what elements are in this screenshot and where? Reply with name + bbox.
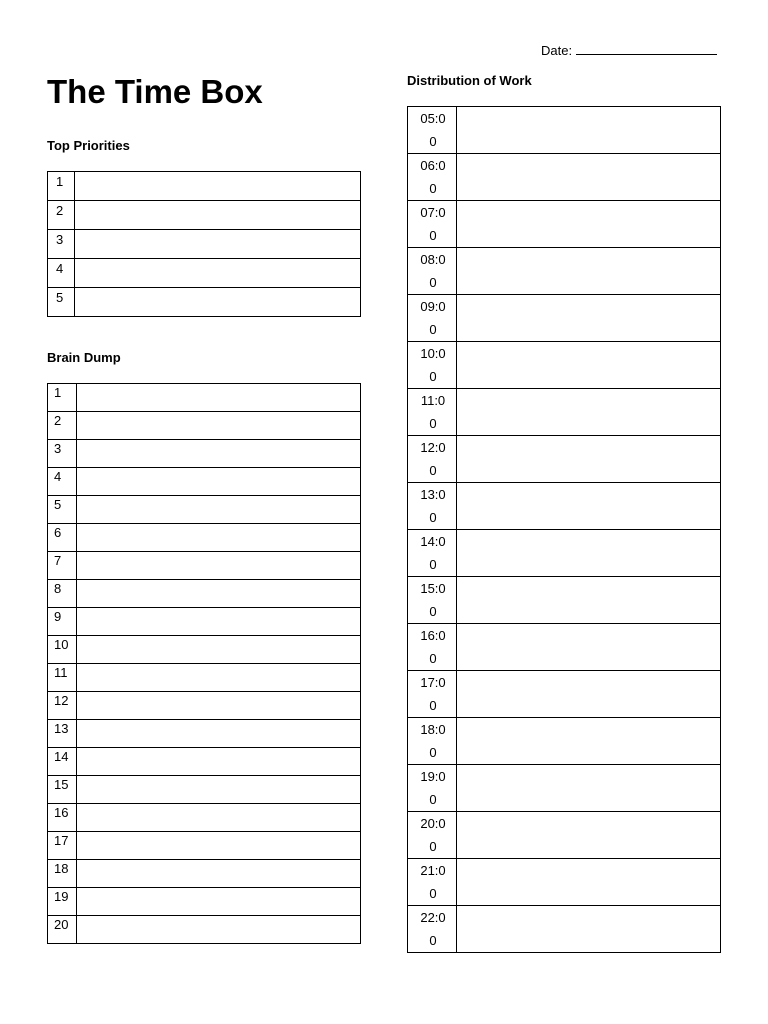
date-label: Date:	[541, 43, 573, 58]
brain-dump-entry-field[interactable]	[77, 524, 361, 552]
time-text: 11:00	[420, 393, 446, 431]
brain-dump-entry-field[interactable]	[77, 552, 361, 580]
row-number: 5	[48, 288, 75, 317]
time-slot-row	[408, 577, 721, 624]
time-text: 20:00	[420, 816, 446, 854]
row-number: 9	[48, 608, 77, 636]
priority-entry-field[interactable]	[75, 172, 361, 201]
row-number: 3	[48, 230, 75, 259]
time-text: 07:00	[420, 205, 446, 243]
row-number: 11	[48, 664, 77, 692]
time-text: 08:00	[420, 252, 446, 290]
brain-dump-row	[48, 552, 361, 580]
priority-entry-field[interactable]	[75, 288, 361, 317]
row-number: 4	[48, 259, 75, 288]
time-slot-label	[408, 671, 457, 718]
time-text: 16:00	[420, 628, 446, 666]
row-number: 19	[48, 888, 77, 916]
time-slot-row	[408, 671, 721, 718]
brain-dump-row	[48, 916, 361, 944]
date-field[interactable]	[541, 42, 717, 59]
brain-dump-entry-field[interactable]	[77, 636, 361, 664]
time-slot-label	[408, 530, 457, 577]
row-number: 3	[48, 440, 77, 468]
priority-row	[48, 201, 361, 230]
brain-dump-entry-field[interactable]	[77, 608, 361, 636]
row-number: 7	[48, 552, 77, 580]
brain-dump-row	[48, 412, 361, 440]
brain-dump-entry-field[interactable]	[77, 692, 361, 720]
time-slot-label	[408, 295, 457, 342]
time-slot-row	[408, 530, 721, 577]
time-slot-label	[408, 436, 457, 483]
priority-row	[48, 172, 361, 201]
brain-dump-row	[48, 804, 361, 832]
brain-dump-entry-field[interactable]	[77, 720, 361, 748]
time-slot-label	[408, 201, 457, 248]
priority-entry-field[interactable]	[75, 230, 361, 259]
brain-dump-row	[48, 832, 361, 860]
time-slot-entry-field[interactable]	[457, 530, 721, 577]
time-slot-row	[408, 154, 721, 201]
brain-dump-entry-field[interactable]	[77, 496, 361, 524]
time-slot-entry-field[interactable]	[457, 248, 721, 295]
row-number: 1	[48, 384, 77, 412]
page-title: The Time Box	[47, 73, 263, 110]
time-slot-entry-field[interactable]	[457, 765, 721, 812]
time-slot-label	[408, 577, 457, 624]
row-number: 13	[48, 720, 77, 748]
brain-dump-row	[48, 888, 361, 916]
brain-dump-row	[48, 524, 361, 552]
time-slot-row	[408, 248, 721, 295]
time-slot-row	[408, 342, 721, 389]
brain-dump-row	[48, 720, 361, 748]
time-text: 10:00	[420, 346, 446, 384]
time-text: 18:00	[420, 722, 446, 760]
time-slot-label	[408, 342, 457, 389]
row-number: 4	[48, 468, 77, 496]
brain-dump-entry-field[interactable]	[77, 440, 361, 468]
brain-dump-entry-field[interactable]	[77, 916, 361, 944]
time-slot-row	[408, 812, 721, 859]
time-slot-row	[408, 295, 721, 342]
time-slot-entry-field[interactable]	[457, 107, 721, 154]
time-text: 13:00	[420, 487, 446, 525]
top-priorities-table	[47, 171, 361, 317]
time-slot-label	[408, 483, 457, 530]
time-slot-entry-field[interactable]	[457, 295, 721, 342]
row-number: 8	[48, 580, 77, 608]
time-text: 14:00	[420, 534, 446, 572]
time-slot-row	[408, 201, 721, 248]
time-slot-row	[408, 483, 721, 530]
brain-dump-entry-field[interactable]	[77, 748, 361, 776]
row-number: 14	[48, 748, 77, 776]
time-slot-entry-field[interactable]	[457, 389, 721, 436]
brain-dump-row	[48, 440, 361, 468]
priority-entry-field[interactable]	[75, 259, 361, 288]
time-slot-label	[408, 859, 457, 906]
time-slot-entry-field[interactable]	[457, 201, 721, 248]
time-text: 21:00	[420, 863, 446, 901]
brain-dump-row	[48, 860, 361, 888]
time-slot-row	[408, 906, 721, 953]
priority-row	[48, 288, 361, 317]
time-slot-row	[408, 624, 721, 671]
brain-dump-row	[48, 468, 361, 496]
row-number: 15	[48, 776, 77, 804]
row-number: 2	[48, 201, 75, 230]
time-slot-label	[408, 906, 457, 953]
date-blank-line[interactable]	[576, 42, 717, 55]
brain-dump-entry-field[interactable]	[77, 832, 361, 860]
row-number: 12	[48, 692, 77, 720]
brain-dump-entry-field[interactable]	[77, 580, 361, 608]
time-slot-entry-field[interactable]	[457, 154, 721, 201]
row-number: 10	[48, 636, 77, 664]
distribution-heading: Distribution of Work	[407, 73, 532, 88]
brain-dump-row	[48, 496, 361, 524]
time-slot-label	[408, 765, 457, 812]
time-text: 17:00	[420, 675, 446, 713]
time-slot-entry-field[interactable]	[457, 906, 721, 953]
brain-dump-entry-field[interactable]	[77, 412, 361, 440]
brain-dump-heading: Brain Dump	[47, 350, 121, 365]
row-number: 16	[48, 804, 77, 832]
brain-dump-entry-field[interactable]	[77, 664, 361, 692]
time-text: 22:00	[420, 910, 446, 948]
time-slot-row	[408, 859, 721, 906]
brain-dump-table	[47, 383, 361, 944]
brain-dump-row	[48, 580, 361, 608]
time-slot-entry-field[interactable]	[457, 577, 721, 624]
time-text: 15:00	[420, 581, 446, 619]
row-number: 5	[48, 496, 77, 524]
brain-dump-row	[48, 692, 361, 720]
distribution-table	[407, 106, 721, 953]
priority-row	[48, 259, 361, 288]
time-slot-label	[408, 389, 457, 436]
time-slot-row	[408, 765, 721, 812]
brain-dump-row	[48, 636, 361, 664]
brain-dump-row	[48, 748, 361, 776]
time-slot-label	[408, 154, 457, 201]
top-priorities-heading: Top Priorities	[47, 138, 130, 153]
time-slot-row	[408, 107, 721, 154]
brain-dump-entry-field[interactable]	[77, 804, 361, 832]
time-slot-row	[408, 389, 721, 436]
time-text: 05:00	[420, 111, 446, 149]
brain-dump-entry-field[interactable]	[77, 468, 361, 496]
row-number: 1	[48, 172, 75, 201]
time-slot-entry-field[interactable]	[457, 624, 721, 671]
time-slot-label	[408, 718, 457, 765]
time-slot-entry-field[interactable]	[457, 718, 721, 765]
time-slot-label	[408, 812, 457, 859]
brain-dump-row	[48, 608, 361, 636]
time-slot-entry-field[interactable]	[457, 342, 721, 389]
row-number: 2	[48, 412, 77, 440]
row-number: 20	[48, 916, 77, 944]
time-slot-entry-field[interactable]	[457, 483, 721, 530]
brain-dump-row	[48, 664, 361, 692]
time-slot-entry-field[interactable]	[457, 436, 721, 483]
time-slot-row	[408, 436, 721, 483]
brain-dump-entry-field[interactable]	[77, 860, 361, 888]
time-text: 19:00	[420, 769, 446, 807]
row-number: 17	[48, 832, 77, 860]
time-text: 12:00	[420, 440, 446, 478]
brain-dump-entry-field[interactable]	[77, 776, 361, 804]
brain-dump-row	[48, 384, 361, 412]
time-slot-entry-field[interactable]	[457, 812, 721, 859]
row-number: 6	[48, 524, 77, 552]
time-text: 06:00	[420, 158, 446, 196]
time-slot-label	[408, 107, 457, 154]
time-slot-row	[408, 718, 721, 765]
brain-dump-row	[48, 776, 361, 804]
time-slot-entry-field[interactable]	[457, 859, 721, 906]
time-slot-entry-field[interactable]	[457, 671, 721, 718]
time-slot-label	[408, 624, 457, 671]
priority-entry-field[interactable]	[75, 201, 361, 230]
brain-dump-entry-field[interactable]	[77, 888, 361, 916]
brain-dump-entry-field[interactable]	[77, 384, 361, 412]
row-number: 18	[48, 860, 77, 888]
time-slot-label	[408, 248, 457, 295]
priority-row	[48, 230, 361, 259]
time-text: 09:00	[420, 299, 446, 337]
